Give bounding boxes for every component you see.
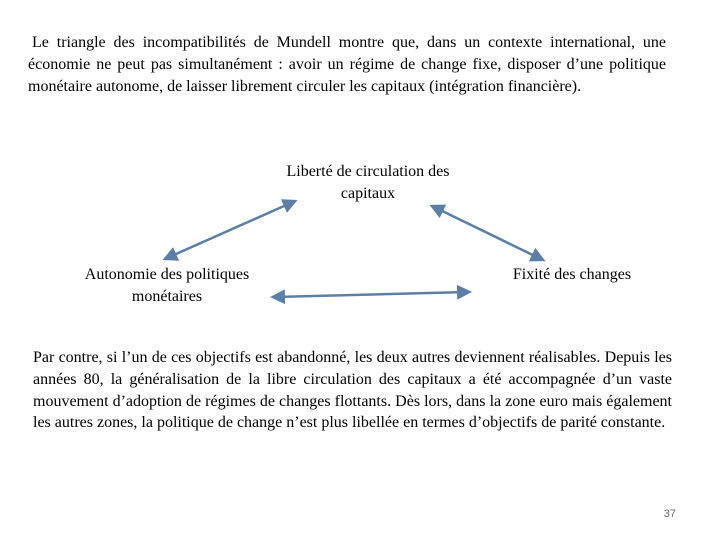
node-fixed-exchange: Fixité des changes: [512, 266, 632, 283]
conclusion-paragraph: Par contre, si l’un de ces objectifs est abandonné, les deux autres deviennent réalisables. Depuis les années 80, la généralisation de la libre circulation des capitaux a été accompagnée d’un vaste mouvement d’adoption de régimes de changes flottants. Dès lors, dans la zone euro mais également les autres zones, la politique de change n’est plus libellée en termes d’objectifs de parité constante.: [33, 349, 672, 432]
arrow-top-left: [167, 202, 293, 258]
arrow-top-right: [434, 207, 541, 259]
intro-paragraph: Le triangle des incompatibilités de Mundell montre que, dans un contexte international, une économie ne peut pas simultanément : avoir un régime de change fixe, disposer d’une politique monétaire autonome, de laisser librement circuler les capitaux (intégration financière).: [28, 34, 666, 95]
page-number: 37: [663, 508, 676, 520]
node-capital-mobility: Liberté de circulation des capitaux: [286, 163, 450, 202]
arrow-bottom: [275, 292, 467, 297]
node-monetary-autonomy: Autonomie des politiques monétaires: [84, 266, 250, 305]
